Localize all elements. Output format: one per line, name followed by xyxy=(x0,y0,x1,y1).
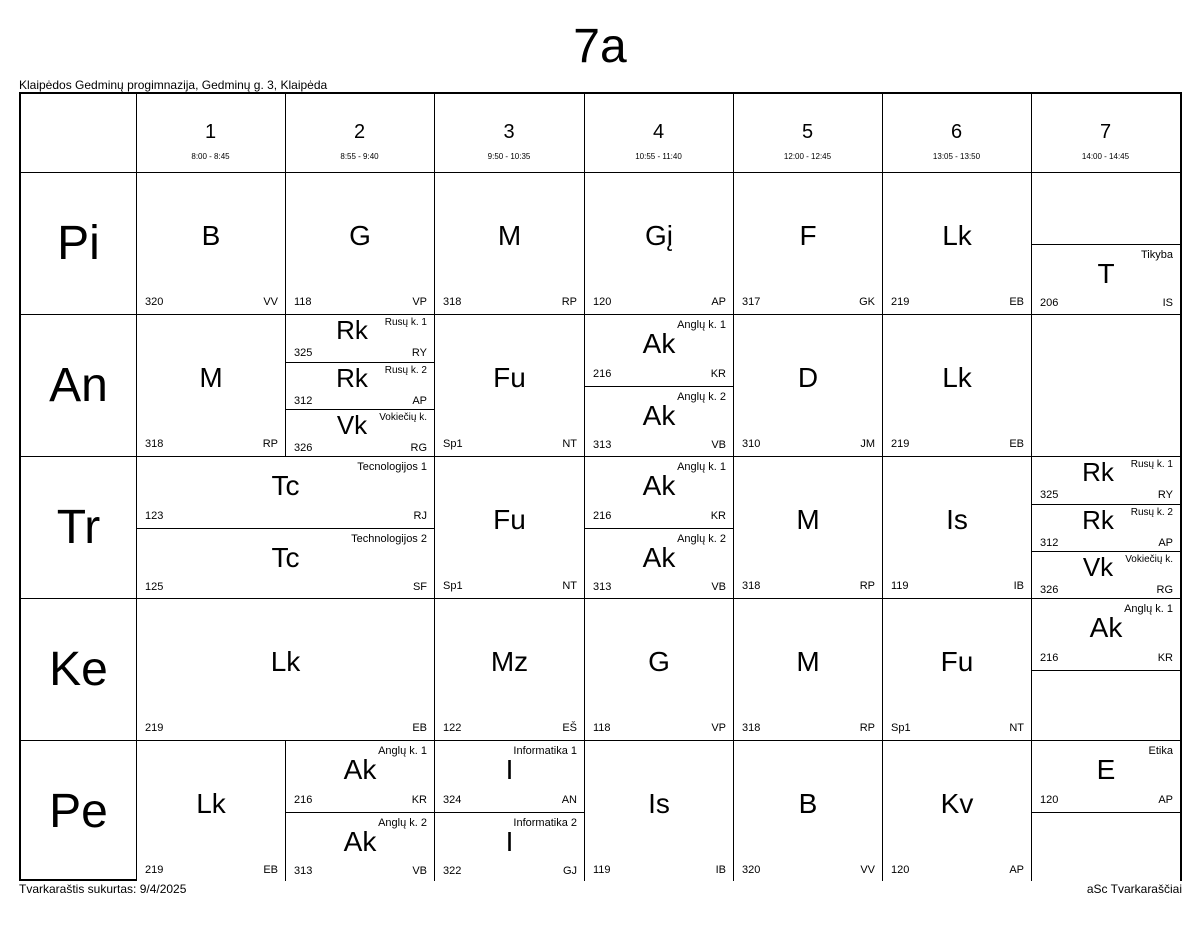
teacher-code: RG xyxy=(1156,584,1173,596)
period-time: 14:00 - 14:45 xyxy=(1081,152,1130,161)
group-name: Informatika 1 xyxy=(513,745,577,757)
group-name: Anglų k. 1 xyxy=(677,461,726,473)
day-label: Ke xyxy=(49,643,108,696)
group-name: Tecnologijos 1 xyxy=(357,461,427,473)
empty-slot xyxy=(1032,315,1180,456)
lesson-cell[interactable] xyxy=(585,315,733,456)
lesson-cell[interactable] xyxy=(435,599,584,740)
period-header xyxy=(882,94,1031,172)
subject-code: Lk xyxy=(942,361,972,393)
subject-code: B xyxy=(201,219,221,251)
group-name: Rusų k. 1 xyxy=(1130,459,1173,470)
lesson-entry xyxy=(585,599,733,740)
teacher-code: AN xyxy=(561,793,577,806)
lesson-entry xyxy=(435,741,584,812)
subject-code: Tc xyxy=(271,470,300,502)
room-number: 313 xyxy=(593,581,612,593)
lesson-entry xyxy=(435,173,584,314)
room-number: Sp1 xyxy=(443,580,463,592)
school-name: Klaipėdos Gedminų progimnazija, Gedminų g. 3, Klaipėda xyxy=(19,78,328,92)
subject-code: G xyxy=(349,219,371,251)
teacher-code: VP xyxy=(711,722,726,734)
teacher-code: VV xyxy=(263,296,278,308)
subject-code: Ak xyxy=(642,328,676,360)
empty-slot xyxy=(1032,812,1180,883)
room-number: 325 xyxy=(1040,489,1059,501)
room-number: 206 xyxy=(1040,297,1059,309)
lesson-entry xyxy=(585,741,733,882)
group-name: Informatika 2 xyxy=(513,816,577,829)
teacher-code: RP xyxy=(262,438,278,450)
subject-code: M xyxy=(796,503,820,535)
subject-code: Is xyxy=(946,503,968,535)
room-number: 120 xyxy=(593,296,612,308)
lesson-cell[interactable] xyxy=(435,315,584,456)
room-number: 119 xyxy=(593,864,611,876)
teacher-code: EB xyxy=(1009,438,1024,450)
timetable-grid xyxy=(19,92,1182,881)
empty-slot xyxy=(1032,670,1180,741)
group-name: Etika xyxy=(1148,745,1173,757)
lesson-entry xyxy=(435,812,584,883)
period-number: 7 xyxy=(1099,121,1112,143)
lesson-cell[interactable] xyxy=(883,457,1031,598)
room-number: 312 xyxy=(1040,537,1059,549)
lesson-entry xyxy=(734,599,882,740)
lesson-cell[interactable] xyxy=(734,173,882,314)
lesson-entry xyxy=(137,315,285,456)
subject-code: Ak xyxy=(343,754,377,786)
day-label: Pi xyxy=(57,217,100,270)
group-name: Rusų k. 2 xyxy=(1130,507,1173,518)
lesson-cell[interactable] xyxy=(435,173,584,314)
period-number: 1 xyxy=(204,121,217,143)
lesson-cell[interactable] xyxy=(286,315,434,456)
room-number: 322 xyxy=(443,865,462,877)
teacher-code: KR xyxy=(710,367,726,380)
period-header xyxy=(733,94,882,172)
lesson-entry xyxy=(286,362,434,410)
room-number: 320 xyxy=(742,864,761,876)
subject-code: Rk xyxy=(336,363,368,393)
period-time: 13:05 - 13:50 xyxy=(932,152,981,161)
day-label: Tr xyxy=(56,501,101,554)
room-number: 318 xyxy=(145,438,164,450)
lesson-entry xyxy=(286,409,434,456)
period-time: 9:50 - 10:35 xyxy=(487,152,531,161)
group-name: Anglų k. 1 xyxy=(1124,603,1173,615)
room-number: 118 xyxy=(593,722,611,734)
room-number: 326 xyxy=(1040,584,1059,596)
teacher-code: IB xyxy=(1013,580,1024,592)
subject-code: I xyxy=(505,825,514,857)
lesson-cell[interactable] xyxy=(137,599,434,740)
lesson-entry xyxy=(883,315,1031,456)
teacher-code: AP xyxy=(1009,864,1024,876)
period-header xyxy=(285,94,434,172)
room-number: Sp1 xyxy=(891,722,911,734)
room-number: 122 xyxy=(443,722,462,734)
lesson-entry xyxy=(883,599,1031,740)
lesson-entry xyxy=(137,599,434,740)
subject-code: Rk xyxy=(1082,505,1114,535)
group-name: Vokiečių k. xyxy=(379,412,427,423)
room-number: 312 xyxy=(294,395,313,407)
period-header xyxy=(1031,94,1180,172)
lesson-entry xyxy=(585,528,733,599)
room-number: 219 xyxy=(145,722,164,734)
lesson-entry xyxy=(883,741,1031,882)
period-time: 8:55 - 9:40 xyxy=(340,152,379,161)
teacher-code: VP xyxy=(412,296,427,308)
room-number: 125 xyxy=(145,581,164,593)
room-number: 216 xyxy=(593,367,612,380)
subject-code: Ak xyxy=(642,399,676,431)
subject-code: Fu xyxy=(940,645,974,677)
lesson-cell[interactable] xyxy=(734,741,882,882)
teacher-code: RG xyxy=(410,442,427,454)
lesson-cell[interactable] xyxy=(435,457,584,598)
subject-code: M xyxy=(199,361,223,393)
subject-code: Rk xyxy=(1082,457,1114,487)
subject-code: Is xyxy=(648,787,670,819)
group-name: Anglų k. 2 xyxy=(378,816,427,829)
lesson-entry xyxy=(286,812,434,883)
lesson-entry xyxy=(883,457,1031,598)
lesson-entry xyxy=(585,315,733,386)
room-number: 119 xyxy=(891,580,909,592)
lesson-entry xyxy=(286,173,434,314)
teacher-code: VB xyxy=(711,439,726,451)
lesson-cell[interactable] xyxy=(734,599,882,740)
lesson-entry xyxy=(137,528,434,599)
lesson-cell[interactable] xyxy=(286,741,434,882)
lesson-entry xyxy=(286,741,434,812)
lesson-entry xyxy=(435,315,584,456)
lesson-cell[interactable] xyxy=(286,173,434,314)
teacher-code: RY xyxy=(411,347,427,359)
teacher-code: AP xyxy=(412,395,427,407)
teacher-code: EB xyxy=(1009,296,1024,308)
subject-code: Fu xyxy=(493,503,526,535)
room-number: 320 xyxy=(145,296,164,308)
period-header xyxy=(434,94,584,172)
room-number: 313 xyxy=(593,439,612,451)
teacher-code: AP xyxy=(711,296,726,308)
lesson-cell[interactable] xyxy=(883,315,1031,456)
period-header xyxy=(136,94,285,172)
subject-code: Ak xyxy=(1089,612,1123,644)
period-number: 2 xyxy=(353,121,366,143)
subject-code: Gį xyxy=(645,219,673,251)
period-number: 6 xyxy=(950,121,963,143)
lesson-entry xyxy=(883,173,1031,314)
subject-code: Ak xyxy=(642,470,676,502)
room-number: 313 xyxy=(294,865,313,877)
teacher-code: NT xyxy=(562,438,577,450)
subject-code: Ak xyxy=(343,825,377,857)
subject-code: Lk xyxy=(270,645,301,677)
lesson-cell[interactable] xyxy=(734,457,882,598)
subject-code: F xyxy=(799,219,817,251)
room-number: 310 xyxy=(742,438,761,450)
lesson-entry xyxy=(585,173,733,314)
lesson-entry xyxy=(435,599,584,740)
subject-code: B xyxy=(798,787,818,819)
room-number: 120 xyxy=(891,864,910,876)
lesson-cell[interactable] xyxy=(883,741,1031,882)
lesson-cell[interactable] xyxy=(1032,741,1180,882)
room-number: 219 xyxy=(891,296,910,308)
period-time: 12:00 - 12:45 xyxy=(783,152,832,161)
teacher-code: VB xyxy=(711,581,726,593)
subject-code: Lk xyxy=(942,219,972,251)
lesson-cell[interactable] xyxy=(585,599,733,740)
subject-code: Rk xyxy=(336,315,368,345)
lesson-entry xyxy=(1032,457,1180,504)
lesson-entry xyxy=(1032,551,1180,598)
lesson-cell[interactable] xyxy=(1032,315,1180,456)
teacher-code: EŠ xyxy=(562,722,577,734)
lesson-cell[interactable] xyxy=(585,173,733,314)
teacher-code: GK xyxy=(859,296,875,308)
room-number: 326 xyxy=(294,442,313,454)
room-number: Sp1 xyxy=(443,438,463,450)
timetable-title: 7a xyxy=(573,20,627,73)
day-label: Pe xyxy=(49,785,108,838)
subject-code: E xyxy=(1096,754,1116,786)
group-name: Vokiečių k. xyxy=(1125,554,1173,565)
group-name: Anglų k. 1 xyxy=(378,745,427,757)
teacher-code: IB xyxy=(715,864,726,876)
lesson-cell[interactable] xyxy=(883,599,1031,740)
teacher-code: VV xyxy=(860,864,875,876)
teacher-code: VB xyxy=(412,865,427,877)
period-header xyxy=(584,94,733,172)
lesson-entry xyxy=(734,315,882,456)
room-number: 318 xyxy=(742,722,761,734)
subject-code: I xyxy=(505,754,514,786)
lesson-cell[interactable] xyxy=(585,457,733,598)
created-date: Tvarkaraštis sukurtas: 9/4/2025 xyxy=(19,882,187,896)
room-number: 216 xyxy=(1040,651,1059,664)
lesson-entry xyxy=(435,457,584,598)
teacher-code: NT xyxy=(562,580,577,592)
lesson-cell[interactable] xyxy=(1032,457,1180,598)
room-number: 219 xyxy=(145,864,164,876)
period-number: 4 xyxy=(652,121,665,143)
lesson-cell[interactable] xyxy=(883,173,1031,314)
lesson-entry xyxy=(734,741,882,882)
room-number: 123 xyxy=(145,509,164,522)
lesson-cell[interactable] xyxy=(734,315,882,456)
lesson-entry xyxy=(585,457,733,528)
lesson-entry xyxy=(1032,599,1180,670)
lesson-cell[interactable] xyxy=(585,741,733,882)
lesson-entry xyxy=(286,315,434,362)
room-number: 325 xyxy=(294,347,313,359)
period-number: 3 xyxy=(503,121,515,143)
teacher-code: EB xyxy=(412,722,427,734)
group-name: Rusų k. 2 xyxy=(384,365,427,376)
room-number: 118 xyxy=(294,296,312,308)
subject-code: M xyxy=(796,645,820,677)
teacher-code: AP xyxy=(1158,793,1173,806)
day-label: An xyxy=(49,359,108,412)
room-number: 219 xyxy=(891,438,910,450)
teacher-code: JM xyxy=(860,438,875,450)
room-number: 318 xyxy=(443,296,462,308)
teacher-code: NT xyxy=(1009,722,1024,734)
lesson-cell[interactable] xyxy=(137,315,285,456)
teacher-code: RY xyxy=(1157,489,1173,501)
room-number: 318 xyxy=(742,580,761,592)
teacher-code: SF xyxy=(412,581,427,593)
lesson-cell[interactable] xyxy=(137,173,285,314)
room-number: 216 xyxy=(294,793,313,806)
lesson-entry xyxy=(137,457,434,528)
subject-code: Tc xyxy=(271,541,300,573)
subject-code: M xyxy=(497,219,522,251)
lesson-cell[interactable] xyxy=(137,741,285,882)
subject-code: Fu xyxy=(493,361,526,393)
lesson-entry xyxy=(137,173,285,314)
subject-code: Vk xyxy=(336,410,368,440)
subject-code: Mz xyxy=(490,645,529,677)
subject-code: Kv xyxy=(940,787,974,819)
lesson-cell[interactable] xyxy=(137,457,434,598)
subject-code: Lk xyxy=(196,787,226,819)
teacher-code: AP xyxy=(1158,537,1173,549)
group-name: Technologijos 2 xyxy=(351,532,427,545)
lesson-entry xyxy=(734,457,882,598)
group-name: Tikyba xyxy=(1141,248,1173,261)
subject-code: T xyxy=(1097,257,1115,289)
teacher-code: RP xyxy=(561,296,577,308)
subject-code: Vk xyxy=(1082,552,1114,582)
room-number: 324 xyxy=(443,793,462,806)
teacher-code: GJ xyxy=(562,865,577,877)
lesson-cell[interactable] xyxy=(1032,599,1180,740)
teacher-code: RP xyxy=(859,722,875,734)
empty-slot xyxy=(1032,173,1180,244)
group-name: Anglų k. 2 xyxy=(677,532,726,545)
subject-code: G xyxy=(648,645,670,677)
lesson-entry xyxy=(734,173,882,314)
teacher-code: IS xyxy=(1162,297,1173,309)
group-name: Anglų k. 2 xyxy=(677,390,726,403)
teacher-code: RJ xyxy=(413,509,427,522)
group-name: Anglų k. 1 xyxy=(677,319,726,331)
teacher-code: KR xyxy=(411,793,427,806)
room-number: 216 xyxy=(593,509,612,522)
lesson-entry xyxy=(1032,244,1180,315)
period-number: 5 xyxy=(801,121,814,143)
lesson-entry xyxy=(137,741,285,882)
lesson-entry xyxy=(1032,504,1180,552)
room-number: 120 xyxy=(1040,793,1059,806)
lesson-cell[interactable] xyxy=(1032,173,1180,314)
period-time: 8:00 - 8:45 xyxy=(191,152,230,161)
teacher-code: EB xyxy=(263,864,278,876)
teacher-code: KR xyxy=(710,509,726,522)
teacher-code: KR xyxy=(1157,651,1173,664)
period-time: 10:55 - 11:40 xyxy=(635,152,682,161)
room-number: 317 xyxy=(742,296,761,308)
brand-name: aSc Tvarkaraščiai xyxy=(1086,882,1182,896)
subject-code: D xyxy=(797,361,819,393)
subject-code: Ak xyxy=(642,541,676,573)
group-name: Rusų k. 1 xyxy=(384,317,427,328)
lesson-entry xyxy=(1032,741,1180,812)
lesson-entry xyxy=(585,386,733,457)
lesson-cell[interactable] xyxy=(435,741,584,882)
teacher-code: RP xyxy=(859,580,875,592)
